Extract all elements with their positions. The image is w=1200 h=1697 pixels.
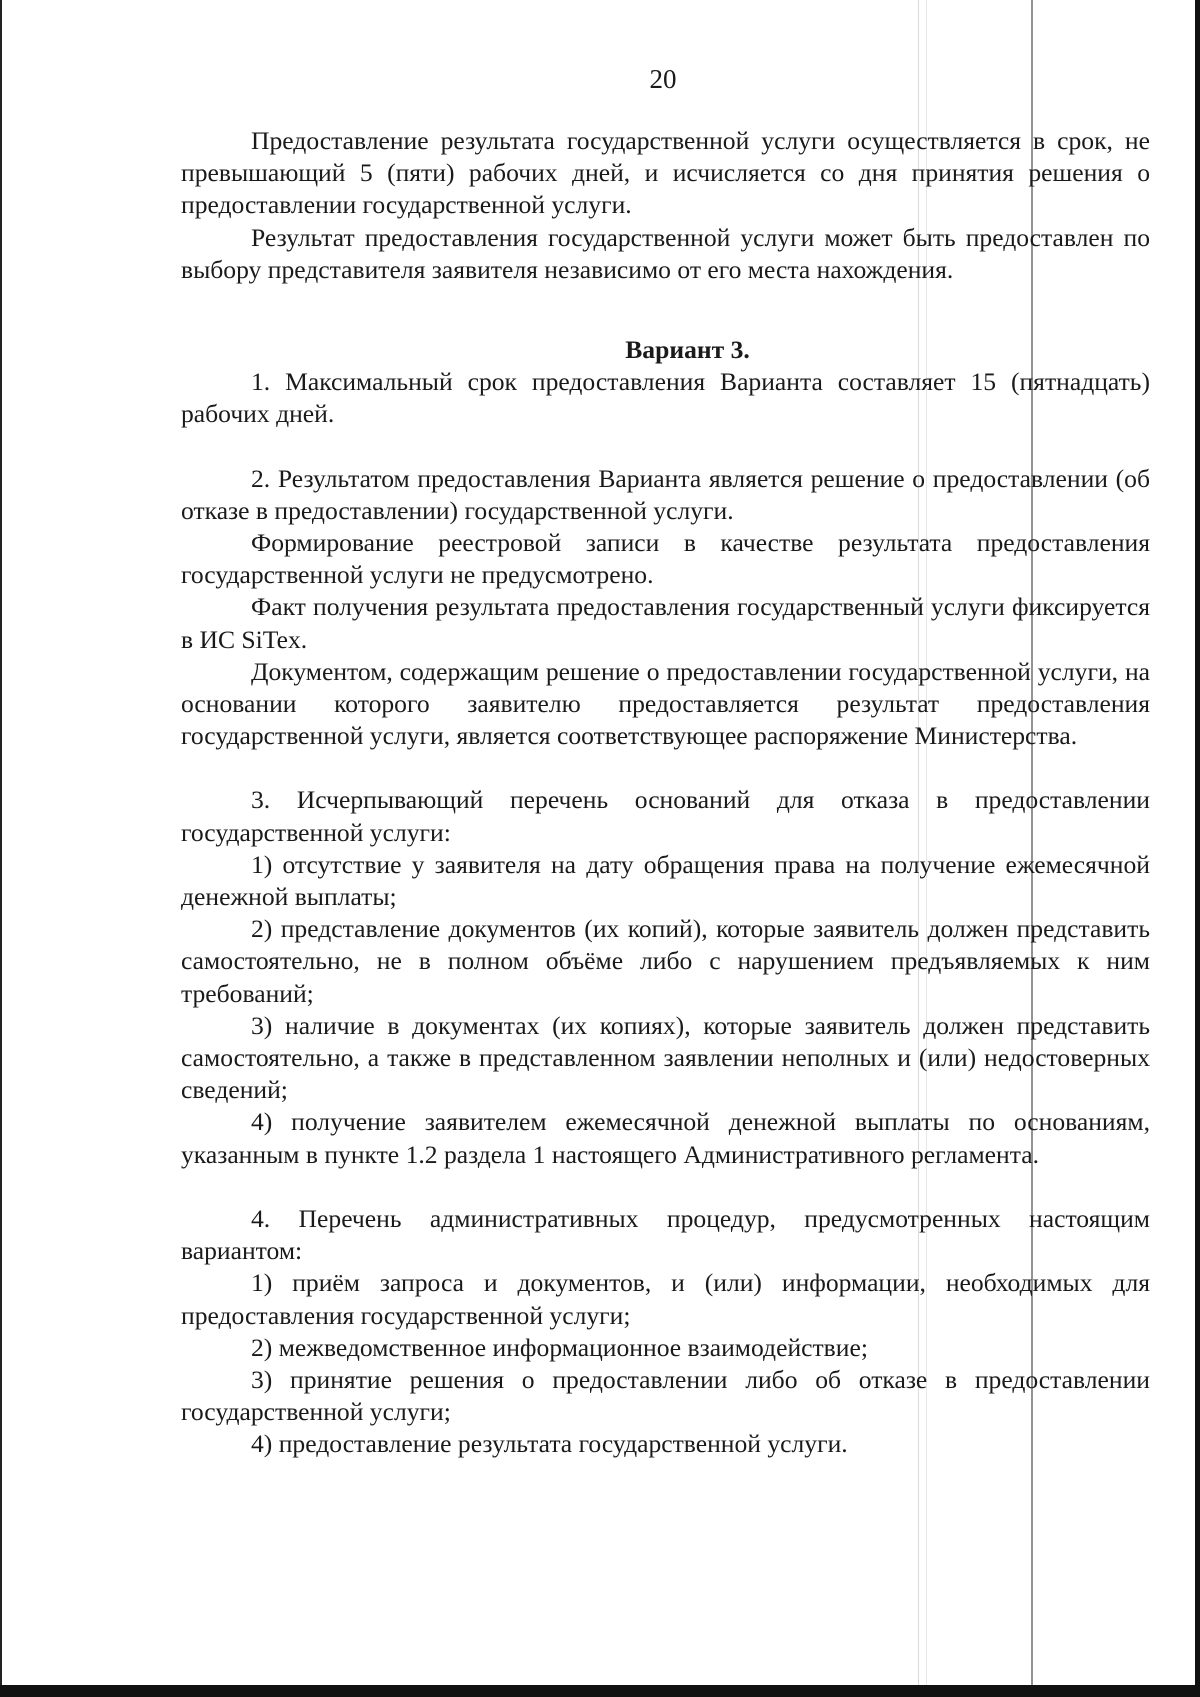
sub-list-item: 4) предоставление результата государственной услуги.: [251, 1429, 848, 1459]
sub-list-item: 1) отсутствие у заявителя на дату обращения права на получение ежемесячной денежной выплаты;: [181, 849, 1150, 912]
paragraph: Формирование реестровой записи в качестве результата предоставления государственной услуги не предусмотрено.: [181, 528, 1150, 590]
list-item: 4. Перечень административных процедур, предусмотренных настоящим вариантом:: [181, 1203, 1150, 1266]
paragraph: Факт получения результата предоставления государственный услуги фиксируется в ИС SiTex.: [181, 592, 1150, 654]
sub-list-item: 3) наличие в документах (их копиях), которые заявитель должен представить самостоятельно, а также в представленном заявлении неполных и (или) недостоверных сведений;: [181, 1010, 1150, 1105]
scan-left-edge: [0, 0, 2, 1697]
spacer: [181, 1171, 1150, 1203]
spacer: [181, 752, 1150, 784]
sub-list-item: 2) межведомственное информационное взаимодействие;: [251, 1332, 868, 1362]
sub-list-item: 4) получение заявителем ежемесячной денежной выплаты по основаниям, указанным в пункте 1.2 раздела 1 настоящего Административного регламента.: [181, 1107, 1150, 1169]
paragraph: Результат предоставления государственной услуги может быть предоставлен по выбору представителя заявителя независимо от его места нахождения.: [181, 222, 1150, 284]
scan-right-edge: [1195, 0, 1200, 1697]
list-item: 3. Исчерпывающий перечень оснований для отказа в предоставлении государственной услуги:: [181, 785, 1150, 847]
spacer: [181, 431, 1150, 463]
section-heading: Вариант 3.: [625, 335, 750, 365]
sub-list-item: 1) приём запроса и документов, и (или) информации, необходимых для предоставления государственной услуги;: [181, 1268, 1150, 1330]
sub-list-item: 3) принятие решения о предоставлении либо об отказе в предоставлении государственной услуги;: [181, 1364, 1150, 1427]
document-body: [181, 125, 1150, 1461]
paragraph: Документом, содержащим решение о предоставлении государственной услуги, на основании которого заявителю предоставляется результат предоставления государственной услуги, является соответствующее распоряжение Министерства.: [181, 656, 1150, 751]
spacer: [181, 318, 1150, 334]
page-number: 20: [649, 64, 677, 94]
list-item: 2. Результатом предоставления Варианта является решение о предоставлении (об отказе в предоставлении) государственной услуги.: [181, 463, 1150, 525]
scan-bottom-edge: [0, 1685, 1200, 1697]
paragraph: Предоставление результата государственной услуги осуществляется в срок, не превышающий 5 (пяти) рабочих дней, и исчисляется со дня принятия решения о предоставлении государственной услуги.: [181, 126, 1150, 220]
spacer: [181, 286, 1150, 318]
sub-list-item: 2) представление документов (их копий), которые заявитель должен представить самостоятельно, не в полном объёме либо с нарушением предъявляемых к ним требований;: [181, 914, 1150, 1008]
list-item: 1. Максимальный срок предоставления Варианта составляет 15 (пятнадцать) рабочих дней.: [181, 367, 1150, 429]
